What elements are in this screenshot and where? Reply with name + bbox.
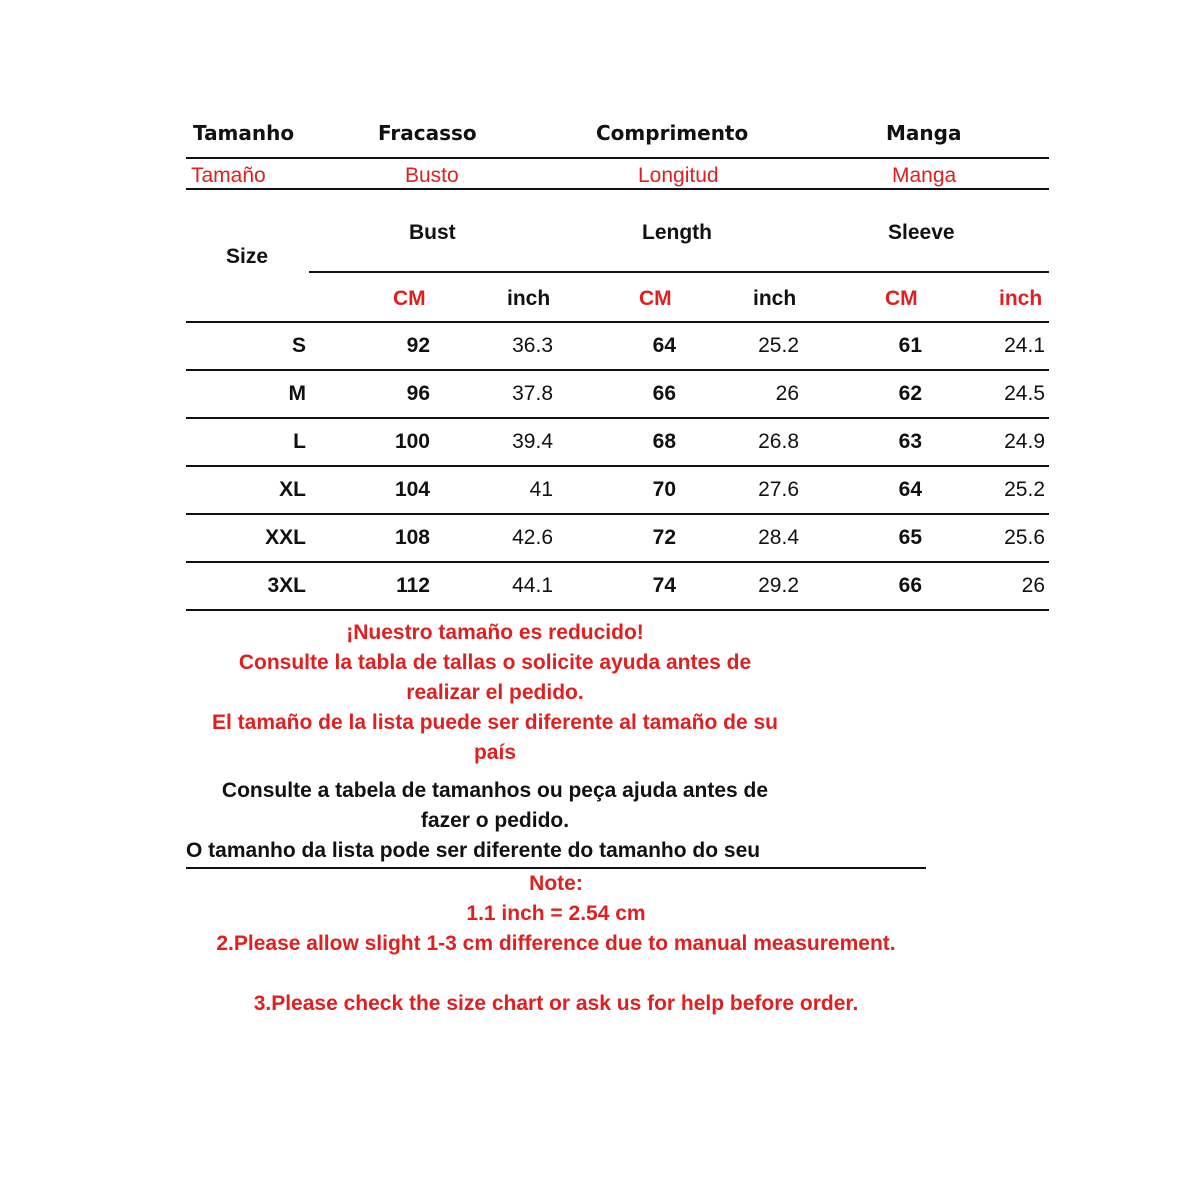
table-cell-bust-in: 42.6 [512, 526, 553, 549]
table-cell-len-in: 26 [775, 382, 799, 405]
table-cell-bust-cm: 100 [394, 430, 430, 453]
unit-bust-cm: CM [393, 287, 426, 310]
header-es-bust: Busto [405, 164, 459, 187]
note-en-3: 3.Please check the size chart or ask us for help before order. [253, 992, 859, 1015]
note-en-1: 1.1 inch = 2.54 cm [466, 902, 646, 925]
table-cell-len-cm: 64 [652, 334, 676, 357]
row-divider [186, 609, 1049, 611]
note-es-4: país [473, 741, 517, 764]
table-cell-len-in: 26.8 [758, 430, 799, 453]
table-cell-sl-in: 24.1 [1004, 334, 1045, 357]
divider-line [186, 867, 926, 869]
table-cell-bust-cm: 108 [394, 526, 430, 549]
size-label: S [291, 334, 306, 357]
table-cell-len-in: 29.2 [758, 574, 799, 597]
row-divider [186, 513, 1049, 515]
header-pt-length: Comprimento [596, 121, 749, 145]
header-es-size: Tamaño [191, 164, 266, 187]
size-label: XL [279, 478, 306, 501]
note-pt-2: O tamanho da lista pode ser diferente do tamanho do seu [186, 839, 761, 862]
note-es-0: ¡Nuestro tamaño es reducido! [346, 621, 644, 644]
note-pt-0: Consulte a tabela de tamanhos ou peça ajuda antes de [221, 779, 769, 802]
table-cell-bust-cm: 104 [394, 478, 430, 501]
table-cell-bust-in: 39.4 [512, 430, 553, 453]
header-en-sleeve: Sleeve [888, 221, 955, 244]
unit-sleeve-inch: inch [999, 287, 1043, 310]
table-cell-sl-in: 25.2 [1004, 478, 1045, 501]
header-pt-sleeve: Manga [886, 121, 962, 145]
size-label: M [288, 382, 306, 405]
row-divider [186, 465, 1049, 467]
table-cell-len-in: 27.6 [758, 478, 799, 501]
note-pt-1: fazer o pedido. [420, 809, 570, 832]
table-cell-sl-cm: 66 [898, 574, 922, 597]
divider-line [186, 188, 1049, 190]
table-cell-len-cm: 66 [652, 382, 676, 405]
table-cell-sl-cm: 64 [898, 478, 922, 501]
table-cell-sl-in: 26 [1021, 574, 1045, 597]
table-cell-len-cm: 68 [652, 430, 676, 453]
table-cell-bust-in: 37.8 [512, 382, 553, 405]
divider-line [186, 157, 1049, 159]
table-cell-bust-cm: 96 [406, 382, 430, 405]
table-cell-bust-in: 44.1 [512, 574, 553, 597]
unit-length-cm: CM [639, 287, 672, 310]
table-cell-sl-cm: 65 [898, 526, 922, 549]
note-es-3: El tamaño de la lista puede ser diferente al tamaño de su [211, 711, 778, 734]
note-es-1: Consulte la tabla de tallas o solicite ayuda antes de [238, 651, 752, 674]
table-cell-sl-cm: 61 [898, 334, 922, 357]
header-es-length: Longitud [638, 164, 719, 187]
table-cell-len-cm: 74 [652, 574, 676, 597]
table-cell-bust-in: 41 [529, 478, 553, 501]
unit-bust-inch: inch [507, 287, 551, 310]
note-es-2: realizar el pedido. [406, 681, 584, 704]
table-cell-bust-cm: 92 [406, 334, 430, 357]
table-cell-len-cm: 72 [652, 526, 676, 549]
note-en-2: 2.Please allow slight 1-3 cm difference due to manual measurement. [216, 932, 896, 955]
row-divider [186, 561, 1049, 563]
note-en-title: Note: [529, 872, 583, 895]
header-es-sleeve: Manga [892, 164, 957, 187]
unit-length-inch: inch [753, 287, 797, 310]
table-cell-sl-in: 24.9 [1004, 430, 1045, 453]
size-label: 3XL [267, 574, 306, 597]
header-pt-bust: Fracasso [378, 121, 477, 145]
divider-line [309, 271, 1049, 273]
table-cell-sl-in: 24.5 [1004, 382, 1045, 405]
header-pt-size: Tamanho [193, 121, 295, 145]
row-divider [186, 417, 1049, 419]
header-en-bust: Bust [409, 221, 456, 244]
table-cell-len-in: 28.4 [758, 526, 799, 549]
size-label: XXL [265, 526, 306, 549]
table-cell-sl-cm: 63 [898, 430, 922, 453]
row-divider [186, 369, 1049, 371]
table-cell-bust-in: 36.3 [512, 334, 553, 357]
table-cell-len-cm: 70 [652, 478, 676, 501]
divider-line [186, 321, 1049, 323]
unit-sleeve-cm: CM [885, 287, 918, 310]
table-cell-sl-cm: 62 [898, 382, 922, 405]
size-label: L [293, 430, 306, 453]
table-cell-sl-in: 25.6 [1004, 526, 1045, 549]
header-en-length: Length [642, 221, 712, 244]
table-cell-bust-cm: 112 [396, 574, 430, 597]
table-cell-len-in: 25.2 [758, 334, 799, 357]
header-en-size: Size [226, 245, 269, 268]
